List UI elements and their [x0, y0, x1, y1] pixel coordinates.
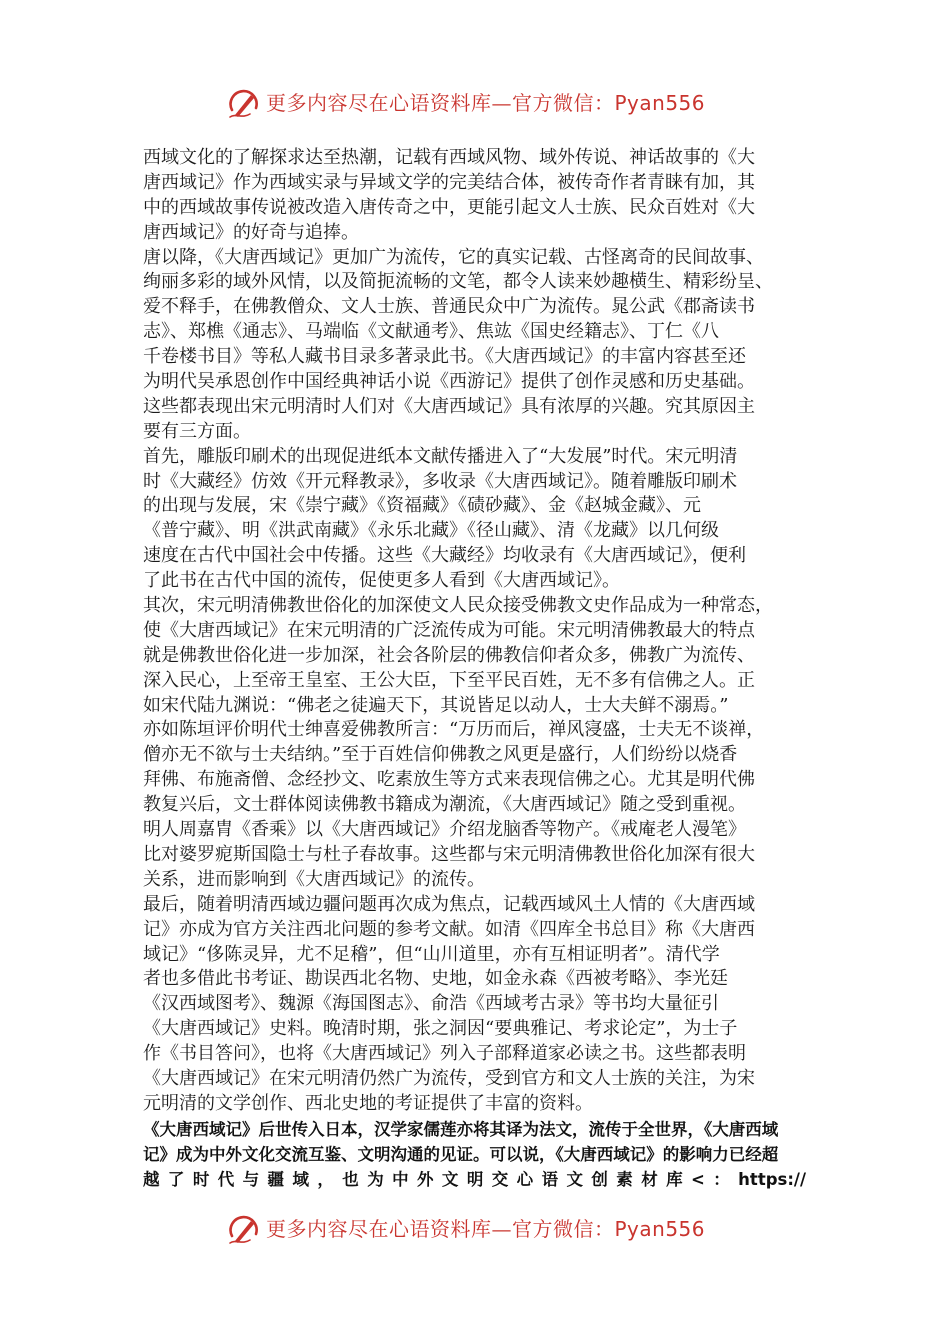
pen-circle-logo-icon	[226, 86, 262, 122]
text-line: 爱不释手，在佛教僧众、文人士族、普通民众中广为流传。晁公武《郡斋读书	[143, 296, 755, 318]
text-line: 其次，宋元明清佛教世俗化的加深使文人民众接受佛教文史作品成为一种常态，	[143, 595, 773, 617]
footer-text: 更多内容尽在心语资料库—官方微信：Pyan556	[266, 1217, 706, 1241]
text-line: 这些都表现出宋元明清时人们对《大唐西域记》具有浓厚的兴趣。究其原因主	[143, 395, 755, 417]
text-line: 的出现与发展，宋《崇宁藏》《资福藏》《碛砂藏》、金《赵城金藏》、元	[143, 495, 701, 517]
pen-circle-logo-icon	[226, 1212, 262, 1248]
text-line: 《大唐西域记》在宋元明清仍然广为流传，受到官方和文人士族的关注，为宋	[143, 1067, 755, 1089]
text-line: 拜佛、布施斋僧、念经抄文、吃素放生等方式来表现信佛之心。尤其是明代佛	[143, 769, 755, 791]
text-line: 明人周嘉胄《香乘》以《大唐西域记》介绍龙脑香等物产。《戒庵老人漫笔》	[143, 819, 746, 841]
text-line: 了此书在古代中国的流传，促使更多人看到《大唐西域记》。	[143, 570, 620, 592]
text-line: 志》、郑樵《通志》、马端临《文献通考》、焦竑《国史经籍志》、丁仁《八	[143, 321, 719, 343]
text-line: 越了时代与疆域，也为中外文明交心语文创素材库<：https://	[143, 1169, 806, 1189]
paragraph	[143, 445, 806, 594]
text-line: 最后，随着明清西域边疆问题再次成为焦点，记载西域风土人情的《大唐西域	[143, 893, 755, 915]
footer-banner	[0, 1206, 950, 1254]
text-line: 《汉西域图考》、魏源《海国图志》、俞浩《西域考古录》等书均大量征引	[143, 993, 719, 1015]
text-line: 比对婆罗痆斯国隐士与杜子春故事。这些都与宋元明清佛教世俗化加深有很大	[143, 843, 755, 865]
text-line: 深入民心，上至帝王皇室、王公大臣，下至平民百姓，无不多有信佛之人。正	[143, 669, 755, 691]
text-line: 就是佛教世俗化进一步加深，社会各阶层的佛教信仰者众多，佛教广为流传、	[143, 644, 755, 666]
text-line: 僧亦无不欲与士夫结纳。”至于百姓信仰佛教之风更是盛行，人们纷纷以烧香	[143, 744, 738, 766]
text-line: 元明清的文学创作、西北史地的考证提供了丰富的资料。	[143, 1092, 593, 1114]
text-line: 关系，进而影响到《大唐西域记》的流传。	[143, 868, 485, 890]
text-line: 唐西域记》的好奇与追捧。	[143, 221, 359, 243]
text-line: 唐西域记》作为西域实录与异域文学的完美结合体，被传奇作者青睐有加，其	[143, 171, 755, 193]
closing-paragraph	[143, 1117, 806, 1192]
text-line: 亦如陈垣评价明代士绅喜爱佛教所言：“万历而后，禅风寖盛，士夫无不谈禅，	[143, 719, 765, 741]
text-line: 西域文化的了解探求达至热潮，记载有西域风物、域外传说、神话故事的《大	[143, 147, 755, 168]
text-line: 绚丽多彩的域外风情，以及简扼流畅的文笔，都令人读来妙趣横生、精彩纷呈、	[143, 271, 773, 293]
text-line: 教复兴后，文士群体阅读佛教书籍成为潮流，《大唐西域记》随之受到重视。	[143, 794, 746, 816]
text-line: 为明代吴承恩创作中国经典神话小说《西游记》提供了创作灵感和历史基础。	[143, 371, 755, 393]
text-line: 《普宁藏》、明《洪武南藏》《永乐北藏》《径山藏》、清《龙藏》以几何级	[143, 520, 719, 542]
text-line: 记》亦成为官方关注西北问题的参考文献。如清《四库全书总目》称《大唐西	[143, 918, 755, 940]
text-line: 使《大唐西域记》在宋元明清的广泛流传成为可能。宋元明清佛教最大的特点	[143, 619, 755, 641]
text-line: 《大唐西域记》史料。晚清时期，张之洞因“要典雅记、考求论定”，为士子	[143, 1018, 738, 1040]
text-line: 作《书目答问》，也将《大唐西域记》列入子部释道家必读之书。这些都表明	[143, 1043, 746, 1065]
text-line: 记》成为中外文化交流互鉴、文明沟通的见证。可以说，《大唐西域记》的影响力已经超	[143, 1144, 779, 1164]
header-text: 更多内容尽在心语资料库—官方微信：Pyan556	[266, 91, 706, 115]
text-line: 时《大藏经》仿效《开元释教录》，多收录《大唐西域记》。随着雕版印刷术	[143, 470, 737, 492]
text-line: 唐以降，《大唐西域记》更加广为流传，它的真实记载、古怪离奇的民间故事、	[143, 246, 764, 268]
text-line: 者也多借此书考证、勘误西北名物、史地，如金永森《西被考略》、李光廷	[143, 968, 728, 990]
paragraph	[143, 893, 806, 1117]
text-line: 速度在古代中国社会中传播。这些《大藏经》均收录有《大唐西域记》，便利	[143, 545, 746, 567]
paragraph	[143, 594, 806, 893]
text-line: 要有三方面。	[143, 420, 251, 442]
header-banner	[0, 80, 950, 128]
document-body	[143, 146, 806, 1192]
text-line: 如宋代陆九渊说：“佛老之徒遍天下，其说皆足以动人，士大夫鲜不溺焉。”	[143, 694, 729, 716]
text-line: 域记》“侈陈灵异，尤不足稽”，但“山川道里，亦有互相证明者”。清代学	[143, 943, 720, 965]
paragraph	[143, 246, 806, 445]
text-line: 首先，雕版印刷术的出现促进纸本文献传播进入了“大发展”时代。宋元明清	[143, 445, 738, 467]
paragraph	[143, 146, 806, 246]
text-line: 《大唐西域记》后世传入日本，汉学家儒莲亦将其译为法文，流传于全世界，《大唐西域	[143, 1119, 779, 1139]
text-line: 千卷楼书目》等私人藏书目录多著录此书。《大唐西域记》的丰富内容甚至还	[143, 346, 746, 368]
text-line: 中的西域故事传说被改造入唐传奇之中，更能引起文人士族、民众百姓对《大	[143, 196, 755, 218]
